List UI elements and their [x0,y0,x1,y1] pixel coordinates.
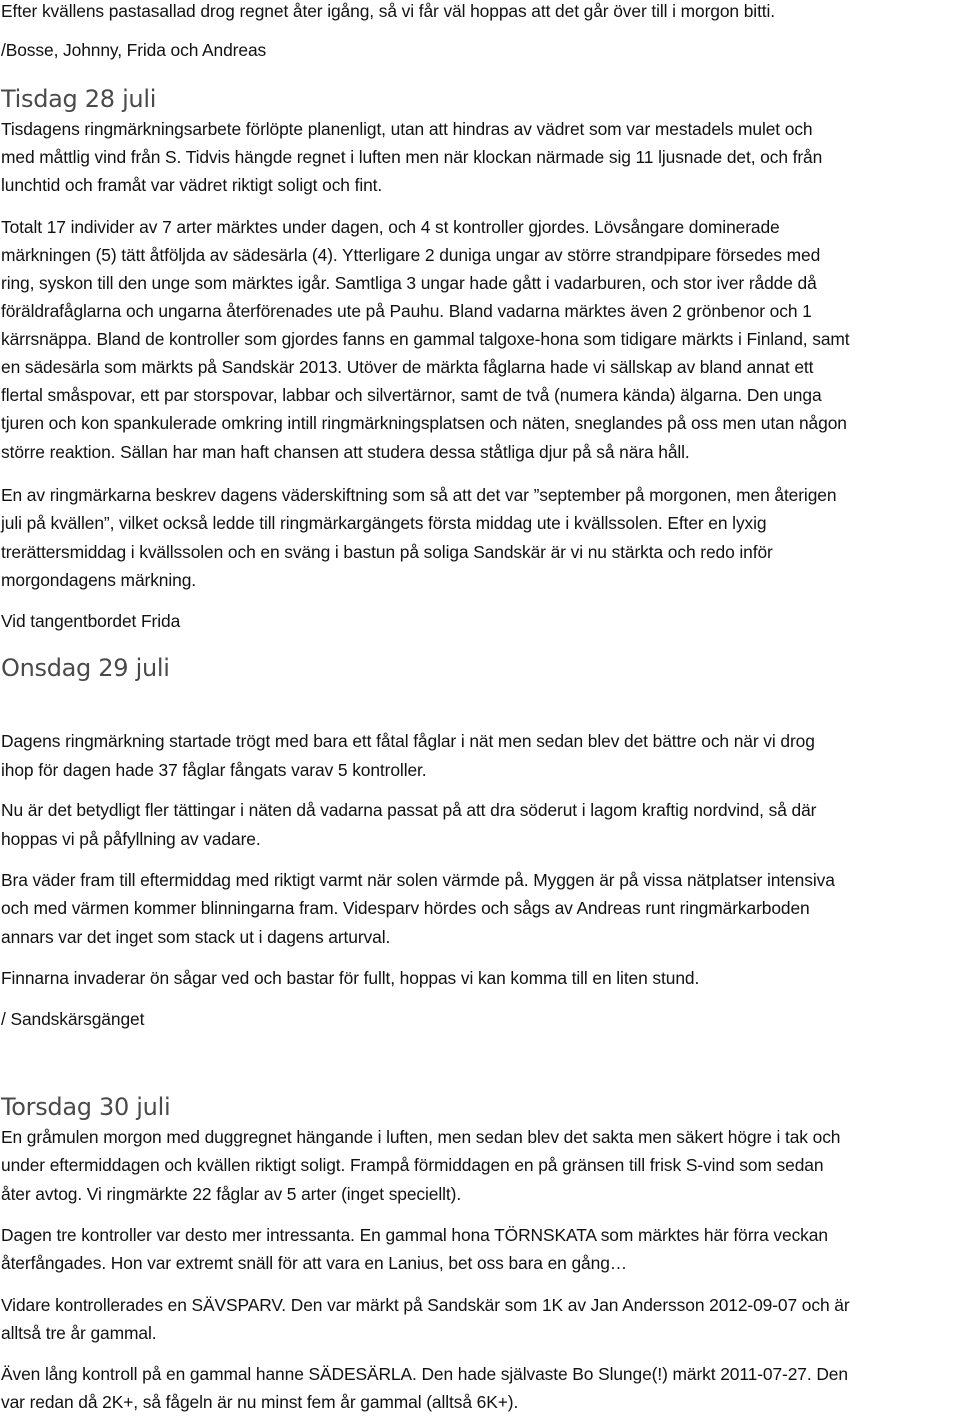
intro-signature: /Bosse, Johnny, Frida och Andreas [1,40,267,60]
paragraph-line: juli på kvällen”, vilket också ledde till ringmärkargängets första middag ute i kvällssolen. Efter en lyxig [1,513,767,533]
paragraph-line: Även lång kontroll på en gammal hanne SÄDESÄRLA. Den hade självaste Bo Slunge(!) märkt 2011-07-27. Den [1,1364,848,1384]
paragraph-line: föräldrafåglarna och ungarna återförenades ute på Pauhu. Bland vadarna märktes även 2 grönbenor och 1 [1,301,812,321]
paragraph-line: En av ringmärkarna beskrev dagens väderskiftning som så att det var ”september på morgonen, men återigen [1,485,837,505]
paragraph-line: under eftermiddagen och kvällen riktigt soligt. Frampå förmiddagen en på gränsen till frisk S-vind som sedan [1,1155,824,1175]
paragraph-line: ihop för dagen hade 37 fåglar fångats varav 5 kontroller. [1,760,427,780]
paragraph-line: Dagens ringmärkning startade trögt med bara ett fåtal fåglar i nät men sedan blev det bättre och när vi drog [1,731,815,751]
paragraph-line: Nu är det betydligt fler tättingar i näten då vadarna passat på att dra söderut i lagom kraftig nordvind, så där [1,800,817,820]
paragraph-line: och med värmen kommer blinningarna fram. Videsparv hördes och sågs av Andreas runt ringmärkarboden [1,898,810,918]
paragraph-line: Tisdagens ringmärkningsarbete förlöpte planenligt, utan att hindras av vädret som var mestadels mulet och [1,119,813,139]
paragraph-line: En gråmulen morgon med duggregnet hängande i luften, men sedan blev det sakta men säkert högre i tak och [1,1127,841,1147]
paragraph-line: lunchtid och framåt var vädret riktigt soligt och fint. [1,175,383,195]
paragraph-line: var redan då 2K+, så fågeln är nu minst fem år gammal (alltså 6K+). [1,1392,519,1412]
paragraph-line: trerättersmiddag i kvällssolen och en sväng i bastun på soliga Sandskär är vi nu stärkta och redo inför [1,542,773,562]
paragraph-line: Finnarna invaderar ön sågar ved och bastar för fullt, hoppas vi kan komma till en liten stund. [1,968,700,988]
heading-thursday: Torsdag 30 juli [1,1093,171,1121]
author-signature: Vid tangentbordet Frida [1,611,181,631]
paragraph-line: alltså tre år gammal. [1,1323,157,1343]
paragraph-line: Totalt 17 individer av 7 arter märktes under dagen, och 4 st kontroller gjordes. Lövsångare dominerade [1,217,780,237]
heading-wednesday: Onsdag 29 juli [1,654,170,682]
paragraph-line: Bra väder fram till eftermiddag med riktigt varmt när solen värmde på. Myggen är på vissa nätplatser intensiva [1,870,835,890]
paragraph-line: flertal småspovar, ett par storspovar, labbar och silvertärnor, samt de två (numera kända) älgarna. Den unga [1,385,822,405]
paragraph-line: återfångades. Hon var extremt snäll för att vara en Lanius, bet oss bara en gång… [1,1253,628,1273]
paragraph-line: med måttlig vind från S. Tidvis hängde regnet i luften men när klockan närmade sig 11 ljusnade det, och från [1,147,823,167]
paragraph-line: kärrsnäppa. Bland de kontroller som gjordes fanns en gammal talgoxe-hona som tidigare märkts i Finland, samt [1,329,850,349]
paragraph-line: hoppas vi på påfyllning av vadare. [1,829,261,849]
intro-text-line: Efter kvällens pastasallad drog regnet åter igång, så vi får väl hoppas att det går över till i morgon bitti. [1,1,776,21]
paragraph-line: tjuren och kon spankulerade omkring intill ringmärkningsplatsen och näten, sneglandes på oss men utan någon [1,413,847,433]
paragraph-line: märkningen (5) tätt åtföljda av sädesärla (4). Ytterligare 2 duniga ungar av större strandpipare försedes med [1,245,821,265]
heading-tuesday: Tisdag 28 juli [1,85,157,113]
paragraph-line: Dagen tre kontroller var desto mer intressanta. En gammal hona TÖRNSKATA som märktes här förra veckan [1,1225,828,1245]
paragraph-line: annars var det inget som stack ut i dagens arturval. [1,927,391,947]
paragraph-line: ring, syskon till den unge som märktes igår. Samtliga 3 ungar hade gått i vadarburen, och stor iver rådde då [1,273,817,293]
paragraph-line: Vidare kontrollerades en SÄVSPARV. Den var märkt på Sandskär som 1K av Jan Andersson 2012-09-07 och är [1,1295,850,1315]
paragraph-line: åter avtog. Vi ringmärkte 22 fåglar av 5 arter (inget speciellt). [1,1184,462,1204]
author-signature: / Sandskärsgänget [1,1009,145,1029]
paragraph-line: större reaktion. Sällan har man haft chansen att studera dessa ståtliga djur på så nära håll. [1,442,690,462]
paragraph-line: en sädesärla som märkts på Sandskär 2013. Utöver de märkta fåglarna hade vi sällskap av bland annat ett [1,357,814,377]
paragraph-line: morgondagens märkning. [1,570,197,590]
